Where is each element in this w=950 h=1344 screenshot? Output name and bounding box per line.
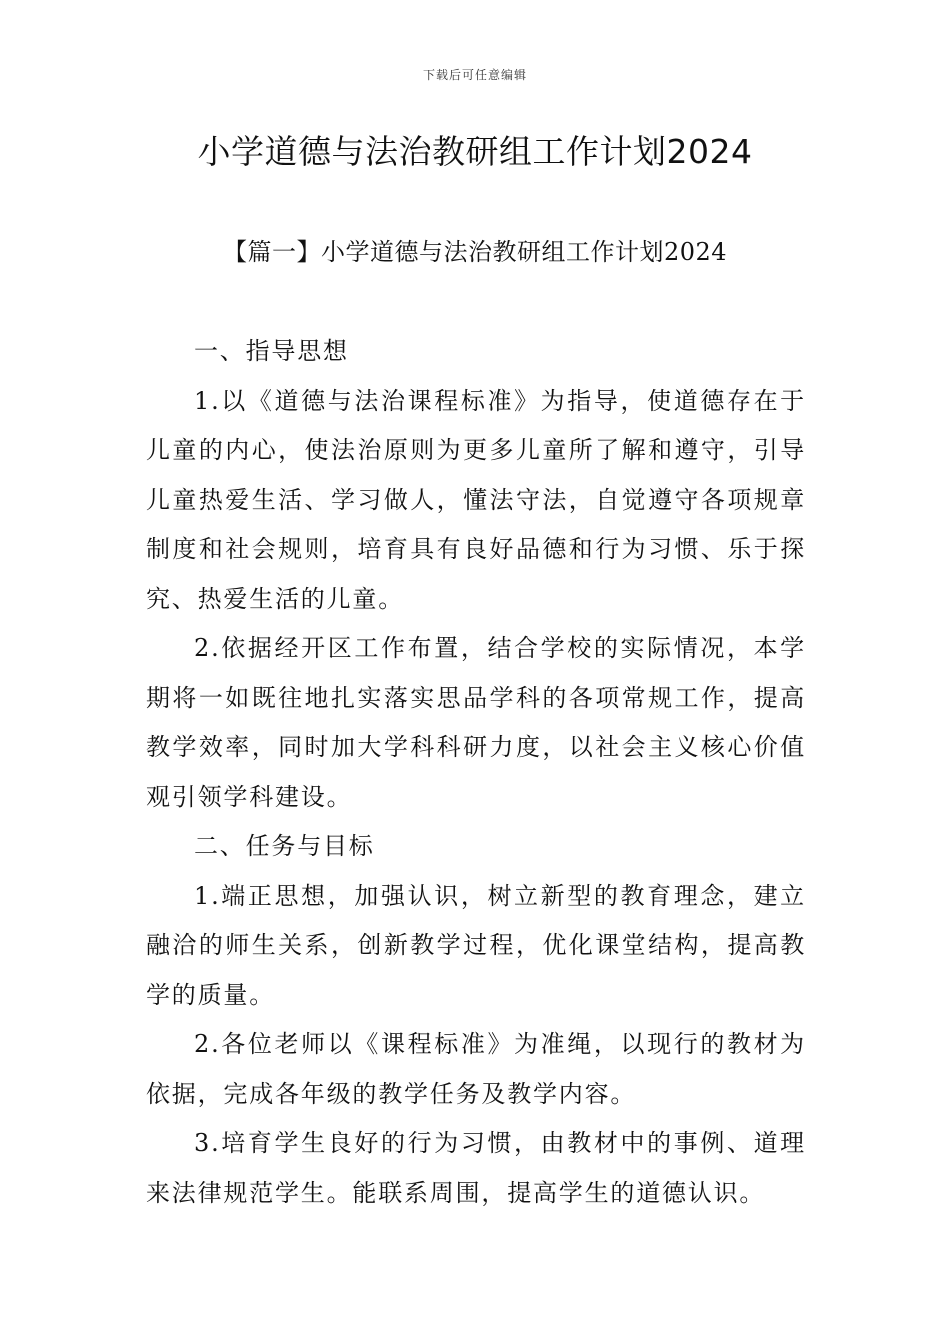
body-paragraph: 3.培育学生良好的行为习惯，由教材中的事例、道理来法律规范学生。能联系周围，提高学生的道德认识。 [146, 1129, 806, 1207]
header-note: 下载后可任意编辑 [422, 68, 527, 82]
body-paragraph: 1.以《道德与法治课程标准》为指导，使道德存在于儿童的内心，使法治原则为更多儿童所了解和遵守，引导儿童热爱生活、学习做人，懂法守法，自觉遵守各项规章制度和社会规则，培育具有良好品德和行为习惯、乐于探究、热爱生活的儿童。 [146, 386, 806, 613]
section-heading-tasks-goals: 二、任务与目标 [194, 832, 375, 860]
document-body [146, 327, 806, 1218]
section-heading-guiding-ideology: 一、指导思想 [194, 337, 349, 365]
body-paragraph: 2.各位老师以《课程标准》为准绳，以现行的教材为依据，完成各年级的教学任务及教学内容。 [146, 1030, 806, 1108]
body-paragraph: 1.端正思想，加强认识，树立新型的教育理念，建立融洽的师生关系，创新教学过程，优化课堂结构，提高教学的质量。 [146, 881, 806, 1009]
document-title: 小学道德与法治教研组工作计划2024 [197, 132, 753, 171]
section-subtitle: 【篇一】小学道德与法治教研组工作计划2024 [222, 238, 728, 266]
body-paragraph: 2.依据经开区工作布置，结合学校的实际情况，本学期将一如既往地扎实落实思品学科的各项常规工作，提高教学效率，同时加大学科科研力度，以社会主义核心价值观引领学科建设。 [146, 634, 806, 811]
